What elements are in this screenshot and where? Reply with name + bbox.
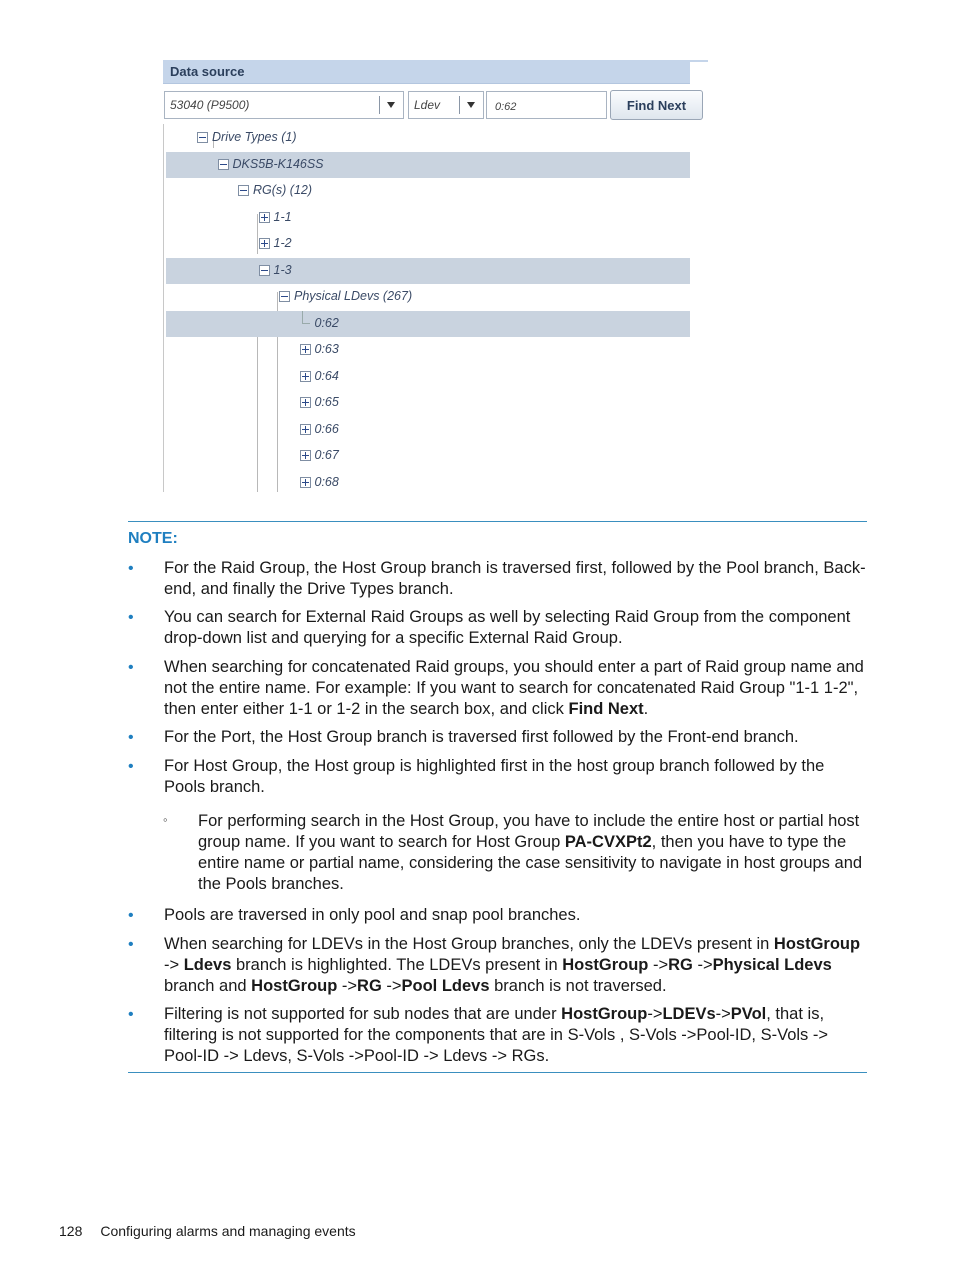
tree-node-label: Physical LDevs (267): [294, 289, 413, 303]
tree-row[interactable]: [166, 417, 690, 444]
tree-row[interactable]: [166, 231, 690, 258]
component-select-value: Ldev: [414, 98, 441, 112]
component-tree: [163, 124, 708, 492]
note-item-text: When searching for LDEVs in the Host Group branches, only the LDEVs present in HostGroup -> Ldevs branch is highlighted. The LDEVs present in HostGroup ->RG ->Physical Ldevs branch and HostGroup ->RG ->Pool Ldevs branch is not traversed.: [164, 935, 861, 995]
chevron-down-icon[interactable]: [467, 102, 475, 108]
tree-row[interactable]: [166, 311, 690, 338]
tree-node-label: RG(s) (12): [253, 183, 313, 197]
note-top-rule: [128, 521, 867, 522]
footer-section: Configuring alarms and managing events: [100, 1223, 356, 1239]
tree-node-label: 1-1: [273, 209, 292, 224]
note-sub-item-text: For performing search in the Host Group, you have to include the entire host or partial host group name. If you want to search for Host Group PA-CVXPt2, then you have to type the entire name or partial name, considering the case sensitivity to navigate in host groups and the Pools branches.: [198, 812, 863, 893]
expand-icon[interactable]: [300, 344, 311, 355]
component-select[interactable]: [408, 91, 484, 119]
tree-row[interactable]: [166, 205, 690, 232]
tree-row[interactable]: [166, 470, 690, 497]
tree-row[interactable]: [166, 390, 690, 417]
array-select[interactable]: [164, 91, 404, 119]
tree-row[interactable]: [166, 125, 690, 152]
tree-node-label: 0:67: [314, 448, 339, 462]
leaf-connector: [302, 311, 310, 324]
tree-node-label: 1-3: [273, 262, 292, 277]
combo-separator: [379, 96, 380, 114]
tree-node-label: 0:68: [314, 474, 339, 489]
note-item-text: You can search for External Raid Groups as well by selecting Raid Group from the component drop-down list and querying for a specific External Raid Group.: [164, 608, 851, 647]
bullet-icon: •: [128, 936, 134, 953]
tree-row[interactable]: [166, 258, 690, 285]
bullet-icon: •: [128, 758, 134, 775]
note-item-text: Filtering is not supported for sub nodes that are under HostGroup->LDEVs->PVol, that is, filtering is not supported for the components that are in S-Vols , S-Vols ->Pool-ID, S-Vols -> Pool-ID -> Ldevs, S-Vols ->Pool-ID -> Ldevs -> RGs.: [164, 1005, 828, 1065]
bullet-icon: •: [128, 659, 134, 676]
note-item-text: Pools are traversed in only pool and snap pool branches.: [164, 906, 581, 924]
tree-node-label: 0:63: [314, 342, 339, 356]
collapse-icon[interactable]: [279, 291, 290, 302]
tree-row[interactable]: [166, 337, 690, 364]
search-input[interactable]: [486, 91, 607, 119]
collapse-icon[interactable]: [197, 132, 208, 143]
expand-icon[interactable]: [300, 450, 311, 461]
chevron-down-icon[interactable]: [387, 102, 395, 108]
expand-icon[interactable]: [259, 212, 270, 223]
tree-row[interactable]: [166, 178, 690, 205]
collapse-icon[interactable]: [259, 265, 270, 276]
page-number: 128: [59, 1223, 83, 1239]
tree-row[interactable]: [166, 364, 690, 391]
note-bottom-rule: [128, 1072, 867, 1073]
bullet-icon: •: [128, 609, 134, 626]
combo-separator: [459, 96, 460, 114]
circle-bullet-icon: ◦: [163, 812, 168, 827]
expand-icon[interactable]: [300, 397, 311, 408]
expand-icon[interactable]: [300, 477, 311, 488]
expand-icon[interactable]: [259, 238, 270, 249]
array-select-value: 53040 (P9500): [170, 98, 250, 112]
tree-node-label: Drive Types (1): [212, 130, 297, 144]
tree-node-label: 0:62: [314, 315, 339, 330]
tree-border: [163, 124, 164, 492]
bullet-icon: •: [128, 729, 134, 746]
tree-row[interactable]: [166, 443, 690, 470]
data-source-header: Data source: [163, 60, 690, 84]
bullet-icon: •: [128, 1006, 134, 1023]
tree-row[interactable]: [166, 152, 690, 179]
note-item-text: For Host Group, the Host group is highlighted first in the host group branch followed by the Pools branch.: [164, 757, 825, 796]
tree-row[interactable]: [166, 284, 690, 311]
find-next-button[interactable]: Find Next: [610, 90, 703, 120]
note-item-text: When searching for concatenated Raid groups, you should enter a part of Raid group name and not the entire name. For example: If you want to search for concatenated Raid Group "1-1 1-2", then enter either 1-1 or 1-2 in the search box, and click Find Next.: [164, 658, 864, 718]
expand-icon[interactable]: [300, 371, 311, 382]
tree-node-label: 0:65: [314, 395, 339, 409]
header-extension: [690, 60, 708, 62]
tree-node-label: 0:66: [314, 421, 339, 436]
tree-node-label: DKS5B-K146SS: [232, 156, 324, 171]
note-item-text: For the Port, the Host Group branch is traversed first followed by the Front-end branch.: [164, 728, 799, 746]
expand-icon[interactable]: [300, 424, 311, 435]
note-item-text: For the Raid Group, the Host Group branch is traversed first, followed by the Pool branch, Back-end, and finally the Drive Types branch.: [164, 559, 866, 598]
bullet-icon: •: [128, 560, 134, 577]
note-title: NOTE:: [128, 530, 178, 547]
tree-node-label: 1-2: [273, 236, 292, 250]
collapse-icon[interactable]: [238, 185, 249, 196]
collapse-icon[interactable]: [218, 159, 229, 170]
tree-node-label: 0:64: [314, 368, 339, 383]
data-source-screenshot: [163, 60, 708, 492]
page-footer: [59, 1223, 356, 1239]
bullet-icon: •: [128, 907, 134, 924]
